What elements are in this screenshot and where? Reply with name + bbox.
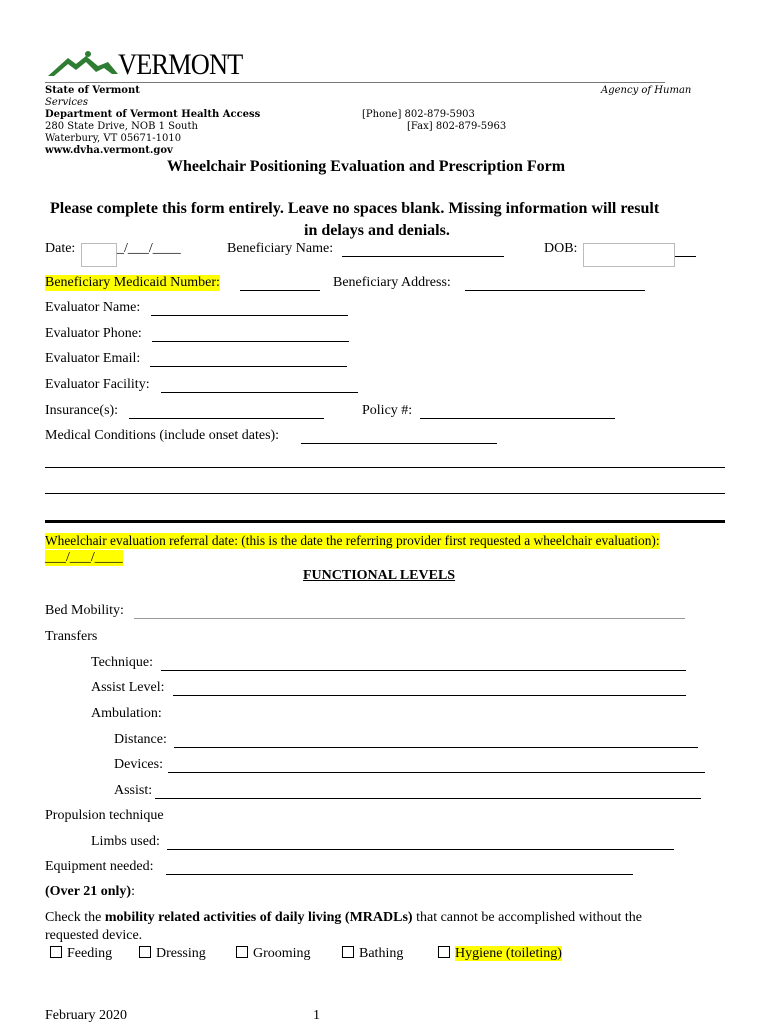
transfers-label: Transfers [45, 629, 98, 644]
checkbox-grooming[interactable] [236, 946, 311, 962]
checkbox-label: Hygiene (toileting) [455, 946, 562, 961]
bed-mobility-label: Bed Mobility: [45, 603, 124, 618]
fax-number: [Fax] 802-879-5963 [407, 121, 507, 132]
address-line1: 280 State Drive, NOB 1 South [45, 121, 198, 132]
assist-level-label: Assist Level: [91, 680, 165, 695]
insurance-field[interactable] [129, 418, 324, 419]
evaluator-facility-field[interactable] [161, 392, 358, 393]
devices-label: Devices: [114, 757, 163, 772]
policy-label: Policy #: [362, 403, 413, 418]
distance-label: Distance: [114, 732, 167, 747]
website-link[interactable]: www.dvha.vermont.gov [45, 145, 173, 156]
limbs-used-label: Limbs used: [91, 834, 160, 849]
equipment-needed-label: Equipment needed: [45, 859, 154, 874]
referral-date-field[interactable]: ___/___/____ [45, 550, 123, 565]
checkbox-icon[interactable] [236, 946, 248, 958]
policy-field[interactable] [420, 418, 615, 419]
checkbox-icon[interactable] [438, 946, 450, 958]
limbs-used-field[interactable] [167, 849, 674, 850]
instructions-line1: Please complete this form entirely. Leave no spaces blank. Missing information will result [50, 200, 660, 217]
checkbox-icon[interactable] [139, 946, 151, 958]
medical-conditions-line3[interactable] [45, 493, 725, 494]
insurance-label: Insurance(s): [45, 403, 119, 418]
mradl-pre: Check the [45, 910, 105, 925]
vermont-logo-icon [46, 48, 126, 80]
equipment-needed-field[interactable] [166, 874, 633, 875]
agency-name: Agency of Human [601, 85, 692, 96]
functional-levels-heading: FUNCTIONAL LEVELS [303, 568, 456, 583]
evaluator-email-field[interactable] [150, 366, 347, 367]
checkbox-icon[interactable] [50, 946, 62, 958]
phone-number: [Phone] 802-879-5903 [362, 109, 475, 120]
department-name: Department of Vermont Health Access [45, 109, 261, 120]
assist-label: Assist: [114, 783, 153, 798]
address-line2: Waterbury, VT 05671-1010 [45, 133, 182, 144]
checkbox-label: Dressing [156, 946, 206, 961]
section-divider [45, 520, 725, 523]
page-number: 1 [313, 1008, 320, 1023]
medical-conditions-line2[interactable] [45, 467, 725, 468]
checkbox-hygiene[interactable] [438, 946, 562, 962]
agency-services: Services [45, 97, 89, 108]
date-separators: _/___/____ [117, 241, 181, 256]
checkbox-icon[interactable] [342, 946, 354, 958]
assist-level-field[interactable] [173, 695, 686, 696]
date-month-field[interactable] [81, 243, 117, 267]
evaluator-phone-label: Evaluator Phone: [45, 326, 142, 341]
evaluator-name-label: Evaluator Name: [45, 300, 141, 315]
medicaid-number-field[interactable] [240, 290, 320, 291]
checkbox-dressing[interactable] [139, 946, 206, 962]
checkbox-feeding[interactable] [50, 946, 112, 962]
assist-field[interactable] [155, 798, 701, 799]
over21-suffix: : [131, 884, 135, 899]
checkbox-label: Grooming [253, 946, 311, 961]
mradl-instructions-line2: requested device. [45, 928, 143, 943]
bed-mobility-field[interactable] [134, 618, 685, 619]
footer-date: February 2020 [45, 1008, 128, 1023]
distance-field[interactable] [174, 747, 698, 748]
checkbox-bathing[interactable] [342, 946, 403, 962]
beneficiary-name-label: Beneficiary Name: [227, 241, 334, 256]
evaluator-email-label: Evaluator Email: [45, 351, 141, 366]
org-name: State of Vermont [45, 85, 140, 96]
ambulation-label: Ambulation: [91, 706, 162, 721]
medical-conditions-label: Medical Conditions (include onset dates): [45, 428, 280, 443]
beneficiary-address-label: Beneficiary Address: [333, 275, 451, 290]
over21-label: (Over 21 only) [45, 884, 132, 899]
instructions-line2: in delays and denials. [304, 222, 450, 239]
mradl-instructions [45, 910, 642, 926]
medical-conditions-field[interactable] [301, 443, 497, 444]
form-title: Wheelchair Positioning Evaluation and Prescription Form [167, 158, 566, 175]
devices-field[interactable] [168, 772, 705, 773]
checkbox-label: Feeding [67, 946, 113, 961]
date-label: Date: [45, 241, 76, 256]
checkbox-label: Bathing [359, 946, 404, 961]
logo-wordmark: VERMONT [118, 48, 243, 81]
medicaid-number-label: Beneficiary Medicaid Number: [45, 275, 220, 290]
technique-field[interactable] [161, 670, 686, 671]
evaluator-name-field[interactable] [151, 315, 348, 316]
evaluator-phone-field[interactable] [152, 341, 349, 342]
header-rule [45, 82, 665, 83]
beneficiary-name-field[interactable] [342, 256, 504, 257]
propulsion-label: Propulsion technique [45, 808, 164, 823]
referral-date-label: Wheelchair evaluation referral date: (this is the date the referring provider first requested a wheelchair evaluation): [45, 533, 660, 548]
dob-label: DOB: [544, 241, 578, 256]
over21-note [45, 884, 135, 900]
technique-label: Technique: [91, 655, 153, 670]
dob-field-underline [675, 256, 696, 257]
beneficiary-address-field[interactable] [465, 290, 645, 291]
mradl-bold: mobility related activities of daily living (MRADLs) [104, 910, 413, 925]
evaluator-facility-label: Evaluator Facility: [45, 377, 150, 392]
dob-field[interactable] [583, 243, 675, 267]
mradl-post: that cannot be accomplished without the [412, 910, 642, 925]
